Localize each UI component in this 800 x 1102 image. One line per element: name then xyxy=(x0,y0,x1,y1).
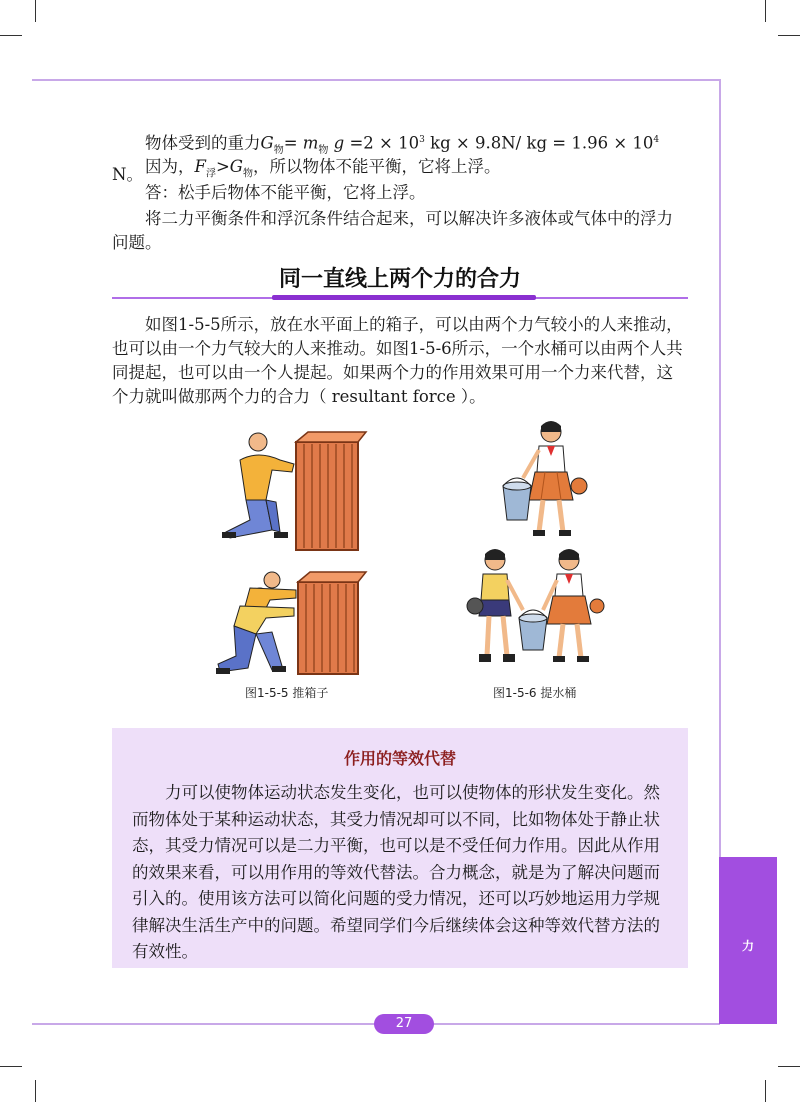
symbol-F: F xyxy=(194,157,206,176)
summary-paragraph: 将二力平衡条件和浮沉条件结合起来，可以解决许多液体或气体中的浮力问题。 xyxy=(112,209,673,252)
chapter-side-tab-label: 力 xyxy=(741,939,754,953)
girl-carrying-bucket-illustration xyxy=(503,421,587,536)
section-heading-block xyxy=(112,262,688,300)
two-men-pushing-illustration xyxy=(216,572,296,674)
page-frame-top xyxy=(32,79,720,81)
crate-illustration xyxy=(298,572,366,674)
symbol-G: G xyxy=(229,157,243,176)
greater-than: > xyxy=(215,157,230,176)
crop-mark xyxy=(778,1066,800,1067)
section-heading: 同一直线上两个力的合力 xyxy=(278,267,521,292)
equals: = xyxy=(283,133,303,153)
formula-lead: 物体受到的重力 xyxy=(145,133,261,153)
symbol-G: G xyxy=(260,133,274,153)
crop-mark xyxy=(35,0,36,22)
page-number: 27 xyxy=(374,1014,434,1034)
heading-underline-accent xyxy=(272,295,536,300)
chapter-side-tab xyxy=(719,857,777,1024)
formula-part: N。 xyxy=(112,164,143,184)
figure-1-5-6-caption: 图1-5-6 提水桶 xyxy=(493,686,577,700)
formula-part: kg × 9.8N/ kg = 1.96 × 10 xyxy=(424,133,654,153)
text-run: 因为， xyxy=(145,157,195,176)
crate-illustration xyxy=(296,432,366,550)
crop-mark xyxy=(35,1080,36,1102)
crop-mark xyxy=(765,0,766,22)
crop-mark xyxy=(0,1066,22,1067)
two-children-carrying-bucket-illustration xyxy=(467,549,604,662)
crop-mark xyxy=(0,35,22,36)
man-pushing-illustration xyxy=(222,433,294,538)
symbol-m: m xyxy=(302,133,319,153)
subscript-wu: 物 xyxy=(273,144,284,156)
answer-paragraph: 答：松手后物体不能平衡，它将上浮。 xyxy=(145,183,426,202)
subscript-wu: 物 xyxy=(242,168,253,180)
exponent: 4 xyxy=(653,135,660,145)
equivalent-substitution-box xyxy=(112,728,688,968)
crop-mark xyxy=(765,1080,766,1102)
figure-pushing-box xyxy=(210,420,370,680)
crop-mark xyxy=(778,35,800,36)
page-frame-right xyxy=(719,79,721,857)
box-title: 作用的等效代替 xyxy=(343,749,456,768)
figure-1-5-5-caption: 图1-5-5 推箱子 xyxy=(245,686,329,700)
symbol-g: g xyxy=(328,133,345,153)
text-run: ，所以物体不能平衡，它将上浮。 xyxy=(252,157,501,176)
figure-lifting-bucket xyxy=(465,420,615,680)
exponent: 3 xyxy=(419,135,425,145)
subscript-wu: 物 xyxy=(318,144,329,156)
resultant-force-paragraph: 如图1-5-5所示，放在水平面上的箱子，可以由两个力气较小的人来推动，也可以由一个力气较大的人来推动。如图1-5-6所示，一个水桶可以由两个人共同提起，也可以由一个人提起。如果两个力的作用效果可用一个力来代替，这个力就叫做那两个力的合力（ resultant force ）。 xyxy=(112,315,683,406)
formula-part: =2 × 10 xyxy=(344,133,420,153)
box-text: 力可以使物体运动状态发生变化，也可以使物体的形状发生变化。然而物体处于某种运动状态，其受力情况却可以不同，比如物体处于静止状态，其受力情况可以是二力平衡，也可以是不受任何力作用。因此从作用的效果来看，可以用作用的等效代替法。合力概念，就是为了解决问题而引入的。使用该方法可以简化问题的受力情况，还可以巧妙地运用力学规律解决生活生产中的问题。希望同学们今后继续体会这种等效代替方法的有效性。 xyxy=(132,783,660,961)
subscript-fu: 浮 xyxy=(205,168,216,180)
